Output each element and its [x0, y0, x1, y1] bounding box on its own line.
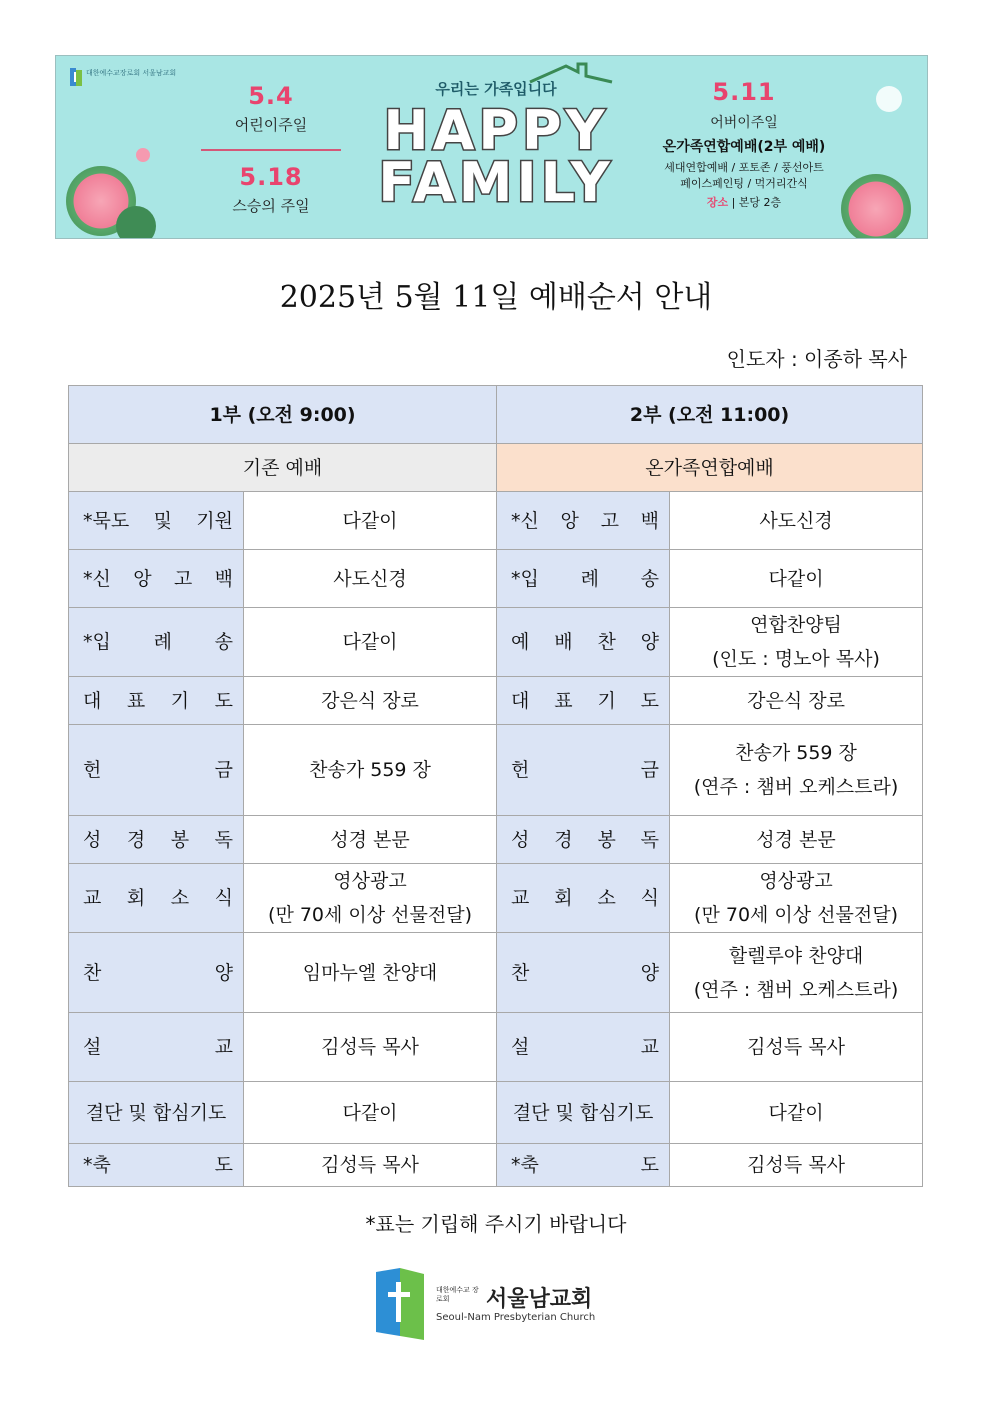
event-family-service: 온가족연합예배(2부 예배): [662, 139, 826, 155]
table-row: [69, 864, 923, 933]
second-service-type: 온가족연합예배: [497, 444, 923, 492]
table-row: [69, 816, 923, 864]
table-row: [69, 1013, 923, 1082]
order-label: 설 교: [69, 1013, 244, 1082]
date-teachers-day: 5.18: [239, 163, 303, 191]
order-value-line: 연합찬양팀: [750, 614, 842, 636]
table-row: [69, 1144, 923, 1187]
order-label: 결단 및 합심기도: [69, 1082, 244, 1144]
order-label: 대 표 기 도: [69, 677, 244, 725]
table-row: [69, 492, 923, 550]
order-label: *축 도: [497, 1144, 670, 1187]
order-value: [670, 725, 923, 816]
flower-decoration: [876, 86, 902, 112]
order-value-note: (인도 : 명노아 목사): [712, 648, 880, 670]
order-value-line: 영상광고: [759, 870, 833, 892]
event-details-line1: 세대연합예배 / 포토존 / 풍선아트: [664, 161, 824, 174]
order-value: 찬송가 559 장: [244, 725, 497, 816]
order-label: 성 경 봉 독: [497, 816, 670, 864]
service-leader: 인도자 : 이종하 목사: [726, 347, 907, 371]
order-value: 강은식 장로: [244, 677, 497, 725]
order-label: 헌 금: [69, 725, 244, 816]
order-value: [244, 864, 497, 933]
banner-left-column: [201, 82, 341, 216]
order-label: *축 도: [69, 1144, 244, 1187]
order-label: 대 표 기 도: [497, 677, 670, 725]
banner-right-column: [634, 78, 854, 210]
banner-happy-text: HAPPY: [383, 99, 609, 162]
order-label: 헌 금: [497, 725, 670, 816]
banner-tagline: 우리는 가족입니다: [435, 80, 557, 98]
banner-logo-text: 대한예수교장로회 서울남교회: [86, 69, 177, 77]
event-banner: [55, 55, 928, 239]
order-value-note: (만 70세 이상 선물전달): [694, 904, 898, 926]
house-roof-icon: [526, 62, 616, 86]
order-label: *입 례 송: [69, 608, 244, 677]
order-value: 성경 본문: [670, 816, 923, 864]
order-value: 다같이: [670, 1082, 923, 1144]
order-value: 다같이: [244, 492, 497, 550]
order-value: 임마누엘 찬양대: [244, 933, 497, 1013]
event-place: [634, 194, 854, 210]
order-value: 성경 본문: [244, 816, 497, 864]
order-value: 다같이: [244, 1082, 497, 1144]
order-value: 김성득 목사: [244, 1013, 497, 1082]
church-denomination: 대한예수교 장로회: [436, 1286, 479, 1303]
order-label: 찬 양: [497, 933, 670, 1013]
place-value: | 본당 2층: [731, 196, 782, 209]
event-parents-day: 어버이주일: [710, 115, 778, 131]
second-service-header: 2부 (오전 11:00): [497, 386, 923, 444]
table-row: [69, 933, 923, 1013]
event-teachers-day: 스승의 주일: [232, 197, 310, 215]
order-value: [670, 933, 923, 1013]
order-value-note: (연주 : 챔버 오케스트라): [693, 978, 899, 1001]
order-label: *묵도 및 기원: [69, 492, 244, 550]
worship-order-table: [68, 385, 923, 1187]
event-children-day: 어린이주일: [234, 116, 308, 134]
order-label: 예 배 찬 양: [497, 608, 670, 677]
order-value: 강은식 장로: [670, 677, 923, 725]
table-row: [69, 677, 923, 725]
table-row: [69, 725, 923, 816]
first-service-type: 기존 예배: [69, 444, 497, 492]
order-value: 김성득 목사: [670, 1144, 923, 1187]
order-label: 성 경 봉 독: [69, 816, 244, 864]
order-label: 찬 양: [69, 933, 244, 1013]
order-label: 설 교: [497, 1013, 670, 1082]
cross-logo-icon: [376, 1268, 424, 1340]
order-value: 사도신경: [670, 492, 923, 550]
table-header-row: [69, 386, 923, 444]
order-value: 다같이: [670, 550, 923, 608]
table-subheader-row: [69, 444, 923, 492]
page-title: 2025년 5월 11일 예배순서 안내: [279, 280, 713, 315]
order-label: 교 회 소 식: [497, 864, 670, 933]
church-logo: [376, 1268, 626, 1344]
order-label: *입 례 송: [497, 550, 670, 608]
order-value-line: 찬송가 559 장: [735, 742, 857, 764]
order-label: 결단 및 합심기도: [497, 1082, 670, 1144]
banner-middle-column: [376, 78, 616, 214]
table-row: [69, 550, 923, 608]
banner-family-text: FAMILY: [378, 151, 614, 214]
order-label: 교 회 소 식: [69, 864, 244, 933]
standing-footnote: *표는 기립해 주시기 바랍니다: [365, 1212, 627, 1236]
order-value: [670, 608, 923, 677]
order-value-note: (만 70세 이상 선물전달): [268, 904, 472, 926]
order-label: *신 앙 고 백: [69, 550, 244, 608]
divider: [201, 149, 341, 151]
date-children-day: 5.4: [248, 82, 294, 110]
order-value-line: 할렐루야 찬양대: [728, 944, 864, 967]
order-value: 다같이: [244, 608, 497, 677]
flower-decoration: [116, 206, 156, 239]
church-name: 서울남교회: [486, 1287, 593, 1312]
order-value-note: (연주 : 챔버 오케스트라): [693, 776, 899, 798]
event-details-line2: 페이스페인팅 / 먹거리간식: [680, 177, 808, 190]
order-value: 사도신경: [244, 550, 497, 608]
order-value: 김성득 목사: [244, 1144, 497, 1187]
table-row: [69, 608, 923, 677]
place-key: 장소: [706, 196, 729, 209]
order-value-line: 영상광고: [333, 870, 407, 892]
order-label: *신 앙 고 백: [497, 492, 670, 550]
first-service-header: 1부 (오전 9:00): [69, 386, 497, 444]
date-parents-day: 5.11: [712, 78, 776, 106]
table-row: [69, 1082, 923, 1144]
order-value: [670, 864, 923, 933]
order-value: 김성득 목사: [670, 1013, 923, 1082]
church-english-name: Seoul-Nam Presbyterian Church: [436, 1312, 596, 1323]
flower-decoration: [136, 148, 150, 162]
